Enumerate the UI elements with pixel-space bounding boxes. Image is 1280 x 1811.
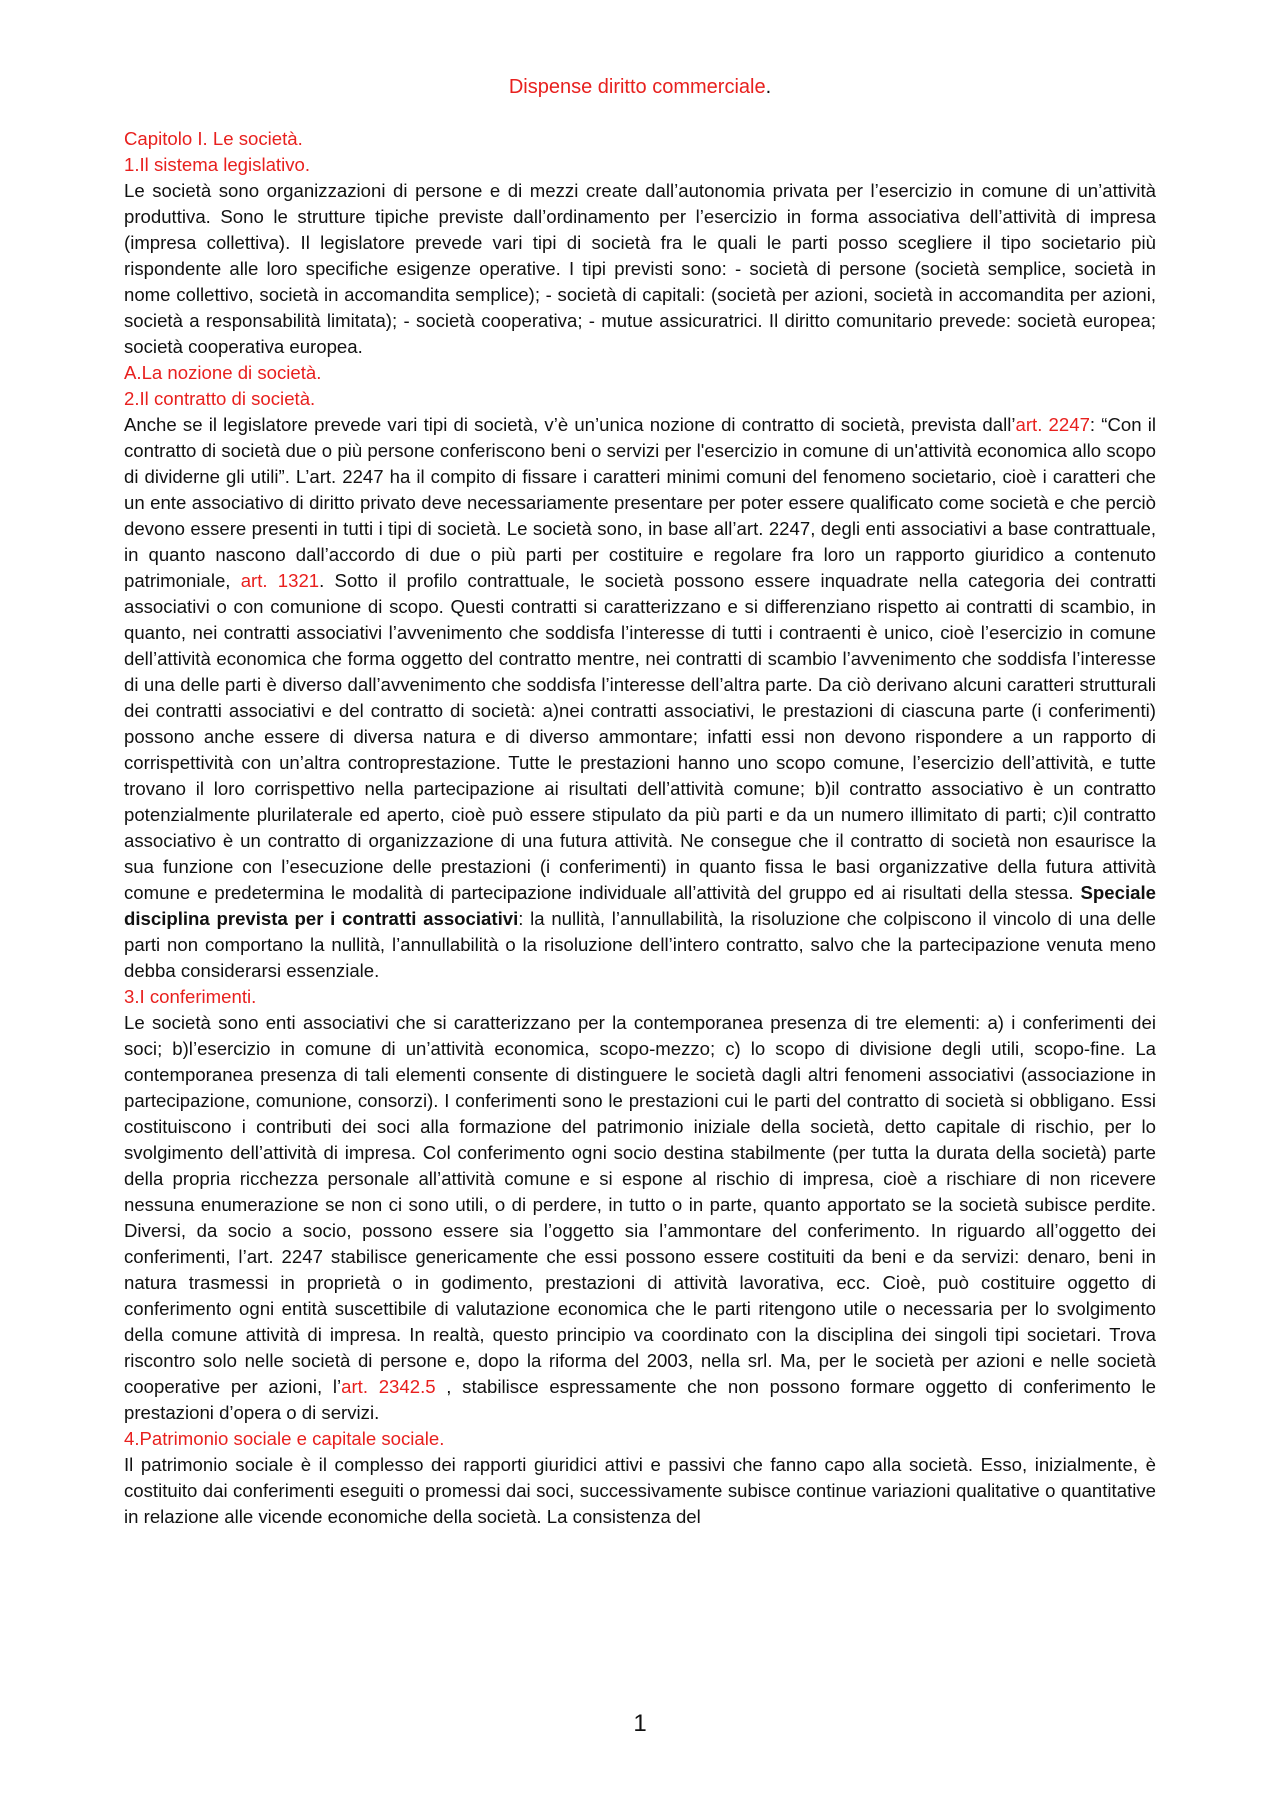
text-run: : “Con il contratto di società due o più persone conferiscono beni o servizi per l'esercizio in comune di un'attività economica allo scopo di dividerne gli utili”. L’art. 2247 ha il compito di fissare i caratteri minimi comuni del fenomeno societario, cioè i caratteri che un ente associativo di diritto privato deve necessariamente presentare per poter essere qualificato come società e che perciò devono essere presenti in tutti i tipi di società. Le società sono, in base all’art. 2247, degli enti associativi a base contrattuale, in quanto nascono dall’accordo di due o più parti per costituire e regolare fra loro un rapporto giuridico a contenuto patrimoniale, [124, 414, 1156, 591]
section-heading-4: 4.Patrimonio sociale e capitale sociale. [124, 1428, 445, 1449]
document-title-period: . [765, 76, 772, 98]
paragraph-contributions [124, 1010, 1156, 1426]
document-title [0, 74, 1280, 100]
paragraph-legislative-system: Le società sono organizzazioni di persone e di mezzi create dall’autonomia privata per l’esercizio in comune di un’attività produttiva. Sono le strutture tipiche previste dall’ordinamento per l’esercizio in forma associativa dell’attività di impresa (impresa collettiva). Il legislatore prevede vari tipi di società fra le quali le parti posso scegliere il tipo societario più rispondente alle loro specifiche esigenze operative. I tipi previsti sono: - società di persone (società semplice, società in nome collettivo, società in accomandita semplice); - società di capitali: (società per azioni, società in accomandita per azioni, società a responsabilità limitata); - società cooperativa; - mutue assicuratrici. Il diritto comunitario prevede: società europea; società cooperativa europea. [124, 180, 1156, 357]
section-heading-a: A.La nozione di società. [124, 362, 322, 383]
document-body [124, 126, 1156, 1530]
text-run: Le società sono enti associativi che si caratterizzano per la contemporanea presenza di tre elementi: a) i conferimenti dei soci; b)l’esercizio in comune di un’attività economica, scopo-mezzo; c) lo scopo di divisione degli utili, scopo-fine. La contemporanea presenza di tali elementi consente di distinguere le società dagli altri fenomeni associativi (associazione in partecipazione, comunione, consorzi). I conferimenti sono le prestazioni cui le parti del contratto di società si obbligano. Essi costituiscono i contributi dei soci alla formazione del patrimonio iniziale della società, detto capitale di rischio, per lo svolgimento dell’attività di impresa. Col conferimento ogni socio destina stabilmente (per tutta la durata della società) parte della propria ricchezza personale all’attività comune e si espone al rischio di impresa, cioè a rischiare di non ricevere nessuna enumerazione se non ci sono utili, o di perdere, in tutto o in parte, quanto apportato se la società subisce perdite. Diversi, da socio a socio, possono essere sia l’oggetto sia l’ammontare del conferimento. In riguardo all’oggetto dei conferimenti, l’art. 2247 stabilisce genericamente che essi possono essere costituiti da beni e da servizi: denaro, beni in natura trasmessi in proprietà o in godimento, prestazioni di attività lavorativa, ecc. Cioè, può costituire oggetto di conferimento ogni entità suscettibile di valutazione economica che le parti ritengono utile o necessaria per lo svolgimento della comune attività di impresa. In realtà, questo principio va coordinato con la disciplina dei singoli tipi societari. Trova riscontro solo nelle società di persone e, dopo la riforma del 2003, nella srl. Ma, per le società per azioni e nelle società cooperative per azioni, l’ [124, 1012, 1156, 1397]
text-run: Anche se il legislatore prevede vari tipi di società, v’è un’unica nozione di contratto di società, prevista dall’ [124, 414, 1016, 435]
section-heading-3: 3.I conferimenti. [124, 986, 257, 1007]
page-number: 1 [633, 1710, 647, 1737]
text-run: . Sotto il profilo contrattuale, le società possono essere inquadrate nella categoria dei contratti associativi o con comunione di scopo. Questi contratti si caratterizzano e si differenziano rispetto ai contratti di scambio, in quanto, nei contratti associativi l’avvenimento che soddisfa l’interesse di tutti i contraenti è unico, cioè l’esercizio in comune dell’attività economica che forma oggetto del contratto mentre, nei contratti di scambio l’avvenimento che soddisfa l’interesse di una delle parti è diverso dall’avvenimento che soddisfa l’interesse dell’altra parte. Da ciò derivano alcuni caratteri strutturali dei contratti associativi e del contratto di società: a)nei contratti associativi, le prestazioni di ciascuna parte (i conferimenti) possono anche essere di diversa natura e di diverso ammontare; infatti essi non devono rispondere a un rapporto di corrispettività con un’altra controprestazione. Tutte le prestazioni hanno uno scopo comune, l’esercizio dell’attività, e tutte trovano il loro corrispettivo nella partecipazione ai risultati dell’attività comune; b)il contratto associativo è un contratto potenzialmente plurilaterale ed aperto, cioè può essere stipulato da più parti e da un numero illimitato di parti; c)il contratto associativo è un contratto di organizzazione di una futura attività. Ne consegue che il contratto di società non esaurisce la sua funzione con l’esecuzione delle prestazioni (i conferimenti) in quanto fissa le basi organizzative della futura attività comune e predetermina le modalità di partecipazione individuale all’attività del gruppo ed ai risultati della stessa. [124, 570, 1156, 903]
section-heading-1: 1.Il sistema legislativo. [124, 154, 311, 175]
text-run: : la nullità, l’annullabilità, la risoluzione che colpiscono il vincolo di una delle parti non comportano la nullità, l’annullabilità o la risoluzione dell’intero contratto, salvo che la partecipazione venuta meno debba considerarsi essenziale. [124, 908, 1157, 981]
paragraph-company-contract [124, 412, 1156, 984]
text-run: , stabilisce espressamente che non possono formare oggetto di conferimento le prestazioni d’opera o di servizi. [124, 1376, 1156, 1423]
chapter-heading: Capitolo I. Le società. [124, 128, 303, 149]
paragraph-social-assets: Il patrimonio sociale è il complesso dei rapporti giuridici attivi e passivi che fanno capo alla società. Esso, inizialmente, è costituito dai conferimenti eseguiti o promessi dai soci, successivamente subisce continue variazioni qualitative o quantitative in relazione alle vicende economiche della società. La consistenza del [124, 1454, 1156, 1527]
link-art-1321[interactable]: art. 1321 [240, 570, 320, 591]
section-heading-2: 2.Il contratto di società. [124, 388, 316, 409]
link-art-2247[interactable]: art. 2247 [1015, 414, 1090, 435]
link-art-2342-5[interactable]: art. 2342.5 [341, 1376, 436, 1397]
document-title-text: Dispense diritto commerciale [508, 76, 766, 98]
bold-text: Speciale disciplina prevista per i contratti associativi [124, 882, 1156, 929]
